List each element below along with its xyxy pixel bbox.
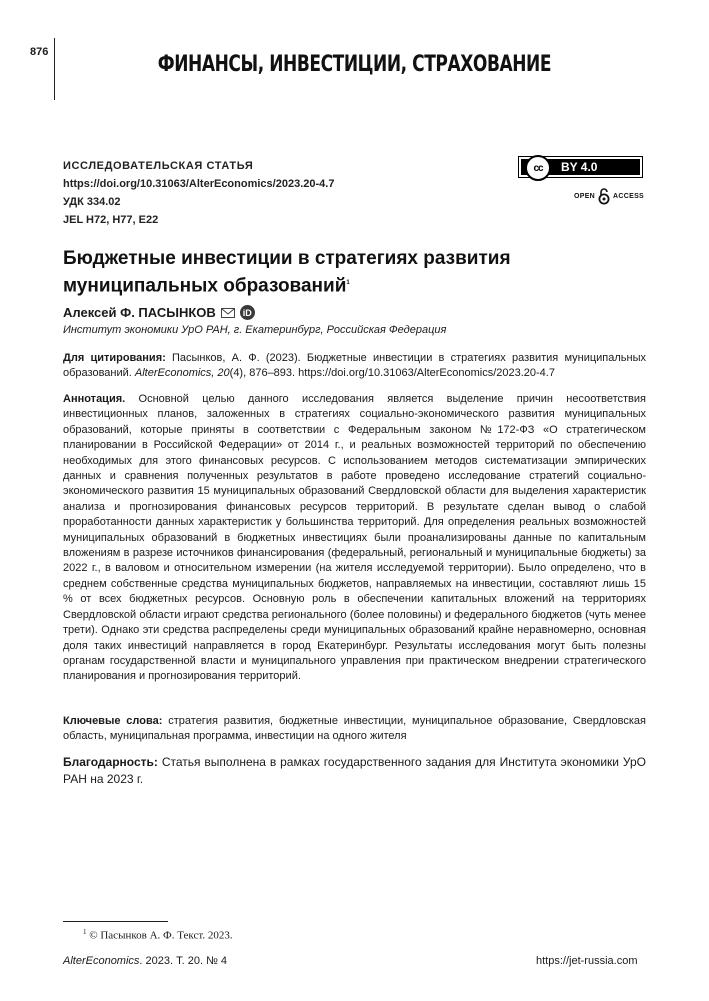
- cc-icon: cc: [525, 155, 551, 181]
- author-name: Алексей Ф. ПАСЫНКОВ: [63, 305, 216, 320]
- title-footnote-mark[interactable]: 1: [346, 280, 350, 286]
- cc-license-label: BY 4.0: [561, 160, 598, 174]
- citation-journal: AlterEconomics, 20: [134, 367, 230, 380]
- article-type: ИССЛЕДОВАТЕЛЬСКАЯ СТАТЬЯ: [63, 160, 254, 172]
- mail-icon[interactable]: [221, 308, 235, 318]
- citation-text: Пасынков, А. Ф. (2023). Бюджетные инвестиции в стратегиях развития муниципальных образований.: [63, 352, 646, 380]
- citation-label: Для цитирования:: [63, 352, 166, 364]
- page-number: 876: [30, 46, 49, 58]
- keywords-block: [63, 714, 646, 745]
- acknowledgment-label: Благодарность:: [63, 755, 158, 769]
- journal-name: AlterEconomics: [63, 955, 140, 967]
- title-line-2: муниципальных образований: [63, 275, 347, 297]
- acknowledgment-block: [63, 754, 646, 787]
- cc-license-badge[interactable]: [518, 156, 643, 178]
- keywords-label: Ключевые слова:: [63, 715, 163, 727]
- open-access-left: OPEN: [574, 192, 596, 200]
- journal-issue: . 2023. Т. 20. № 4: [139, 955, 228, 967]
- keywords-text: стратегия развития, бюджетные инвестиции, муниципальное образование, Свердловская область, муниципальная программа, инвестиции на одного жителя: [63, 715, 646, 743]
- journal-footer: [63, 955, 227, 967]
- open-access-right: ACCESS: [613, 192, 645, 200]
- author-affiliation: Институт экономики УрО РАН, г. Екатеринбург, Российская Федерация: [63, 324, 447, 336]
- title-line-1: Бюджетные инвестиции в стратегиях развития: [63, 248, 511, 269]
- footnote-divider: [63, 921, 168, 922]
- footnote-text: © Пасынков А. Ф. Текст. 2023.: [86, 929, 233, 942]
- journal-url[interactable]: https://jet-russia.com: [536, 955, 638, 967]
- doi-link[interactable]: https://doi.org/10.31063/AlterEconomics/2023.20-4.7: [63, 178, 335, 190]
- citation-block: [63, 351, 646, 382]
- citation-text-end: (4), 876–893. https://doi.org/10.31063/AlterEconomics/2023.20-4.7: [229, 367, 555, 380]
- udk-code: УДК 334.02: [63, 196, 121, 208]
- section-title: ФИНАНСЫ, ИНВЕСТИЦИИ, СТРАХОВАНИЕ: [157, 52, 552, 77]
- open-access-badge: [574, 187, 644, 205]
- abstract-text: Основной целью данного исследования является выделение причин несоответствия инвестиционных планов, заложенных в стратегиях социально-экономического развития муниципальных образований, которые приняты в соответствии с Федеральным законом №172-ФЗ «О стратегическом планировании в Российской Федерации» от 2014 г., и реальных возможностей территорий по обеспечению необходимых для этого финансовых ресурсов. С использованием методов систематизации эмпирических данных и сравнения полученных результатов в работе проведено исследование стратегий социально-экономического развития 15 муниципальных образований Свердловской области для выделения характеристик анализа и прогнозирования финансовых ресурсов территорий. В результате сделан вывод о слабой проработанности данных характеристик у большинства территорий. Для определения реальных возможностей муниципальных образований в бюджетных инвестициях были проанализированы данные по капитальным вложениям в разрезе источников финансирования (федеральный, региональный и муниципальные бюджеты) за 2022 г., в валовом и относительном измерении (на жителя исследуемой территории). Было определено, что в среднем собственные средства муниципальных бюджетов, направляемых на инвестиции, составляют лишь 15 % от всех бюджетных ресурсов. Основную роль в обеспечении капитальных вложений на территориях Свердловской области играют средства регионального (более половины) и федерального бюджетов (чуть менее трети). Однако эти средства распределены среди муниципальных образований крайне неравномерно, основная доля таких инвестиций направляется в город Екатеринбург. Результаты исследования могут быть полезны органам государственной власти и муниципального управления при практическом внедрении стратегического планирования и прогнозирования территорий.: [63, 393, 646, 683]
- orcid-icon[interactable]: iD: [240, 305, 255, 320]
- abstract-label: Аннотация.: [63, 393, 126, 405]
- jel-codes: JEL H72, H77, E22: [63, 214, 159, 226]
- acknowledgment-text: Статья выполнена в рамках государственного задания для Института экономики УрО РАН на 2023 г.: [63, 755, 646, 786]
- footnote: [83, 928, 233, 942]
- abstract-block: [63, 392, 646, 685]
- author-row: [63, 305, 255, 320]
- footnote-mark: 1: [83, 928, 87, 936]
- article-title: [63, 246, 533, 298]
- open-lock-icon: [598, 187, 610, 205]
